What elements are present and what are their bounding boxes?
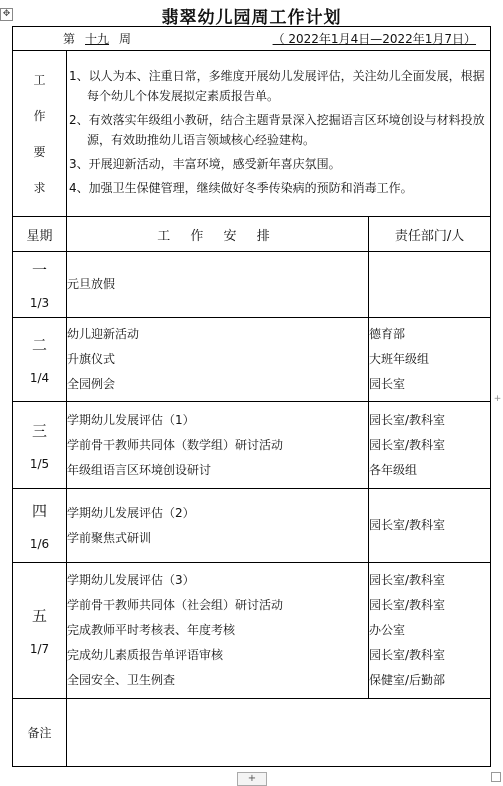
work-item: 学期幼儿发展评估（2） <box>67 505 195 520</box>
header-day: 星期 <box>13 217 67 252</box>
owner-item: 保健室/后勤部 <box>369 673 446 687</box>
table-resize-handle[interactable] <box>491 772 501 782</box>
day-name: 五 <box>31 607 47 625</box>
goals-heading-char: 求 <box>33 180 46 195</box>
day-date: 1/7 <box>29 642 50 656</box>
add-column-plus-icon[interactable]: + <box>237 772 267 786</box>
work-item: 全园安全、卫生例查 <box>67 673 176 687</box>
date-range: （ 2022年1月4日—2022年1月7日） <box>272 32 477 46</box>
page-title: 翡翠幼儿园周工作计划 <box>161 8 342 28</box>
work-item: 学前骨干教师共同体（社会组）研讨活动 <box>67 598 284 612</box>
goal-item: 1、以人为本、注重日常，多维度开展幼儿发展评估，关注幼儿全面发展，根据每个幼儿个体发展拟定素质报告单。 <box>69 68 485 103</box>
day-row-thursday <box>13 489 491 563</box>
work-item: 元旦放假 <box>67 277 116 291</box>
day-name: 一 <box>31 261 47 279</box>
day-cell <box>13 318 67 402</box>
table-move-handle-icon[interactable]: ✥ <box>0 8 13 21</box>
period-row <box>13 27 491 51</box>
day-name: 四 <box>31 502 47 520</box>
day-name: 二 <box>31 336 47 354</box>
work-item: 年级组语言区环境创设研讨 <box>67 462 212 477</box>
owner-item: 园长室/教科室 <box>369 518 446 532</box>
remark-row <box>13 699 491 767</box>
day-row-tuesday <box>13 318 491 402</box>
week-suffix: 周 <box>119 32 132 46</box>
remark-value[interactable] <box>67 699 491 767</box>
day-date: 1/3 <box>29 296 50 310</box>
day-date: 1/6 <box>29 537 50 551</box>
goals-heading-char: 工 <box>33 72 46 87</box>
work-item: 学期幼儿发展评估（1） <box>67 412 195 427</box>
work-item: 学前骨干教师共同体（数学组）研讨活动 <box>67 437 284 452</box>
work-items <box>67 318 369 402</box>
owner-item: 园长室/教科室 <box>369 648 446 662</box>
goal-item: 2、有效落实年级组小教研，结合主题背景深入挖掘语言区环境创设与材料投放源，有效助推幼儿语言领域核心经验建构。 <box>69 112 485 147</box>
work-items <box>67 252 369 318</box>
owner-list <box>369 563 491 699</box>
work-item: 学期幼儿发展评估（3） <box>67 573 195 587</box>
work-item: 幼儿迎新活动 <box>67 327 140 341</box>
day-row-monday <box>13 252 491 318</box>
week-prefix: 第 <box>63 32 76 46</box>
day-name: 三 <box>31 421 47 440</box>
work-item: 升旗仪式 <box>67 352 116 366</box>
day-cell <box>13 489 67 563</box>
goals-row <box>13 51 491 217</box>
goals-heading-char: 作 <box>33 108 46 123</box>
work-item: 完成教师平时考核表、年度考核 <box>67 623 236 637</box>
work-item: 学前聚焦式研训 <box>67 530 152 545</box>
goal-item: 3、开展迎新活动，丰富环境，感受新年喜庆氛围。 <box>69 156 341 171</box>
work-items <box>67 563 369 699</box>
day-row-wednesday <box>13 402 491 489</box>
goal-item: 4、加强卫生保健管理，继续做好冬季传染病的预防和消毒工作。 <box>69 180 413 195</box>
owner-list <box>369 318 491 402</box>
week-label <box>63 30 131 47</box>
owner-item: 办公室 <box>369 623 406 637</box>
day-date: 1/4 <box>29 371 50 385</box>
remark-label: 备注 <box>13 699 67 767</box>
week-number: 十九 <box>85 32 110 46</box>
owner-item: 园长室/教科室 <box>369 573 446 587</box>
day-cell <box>13 252 67 318</box>
owner-item: 德育部 <box>369 327 406 341</box>
header-owner: 责任部门/人 <box>369 217 491 252</box>
owner-list <box>369 252 491 318</box>
owner-item: 园长室 <box>369 377 406 391</box>
day-date: 1/5 <box>29 456 50 471</box>
owner-list <box>369 489 491 563</box>
owner-item: 大班年级组 <box>369 352 430 366</box>
owner-item: 园长室/教科室 <box>369 437 446 452</box>
goals-list <box>67 51 491 217</box>
work-item: 全园例会 <box>67 377 116 391</box>
owner-item: 各年级组 <box>369 462 418 477</box>
day-cell <box>13 402 67 489</box>
work-items <box>67 489 369 563</box>
owner-list <box>369 402 491 489</box>
day-cell <box>13 563 67 699</box>
owner-item: 园长室/教科室 <box>369 598 446 612</box>
owner-item: 园长室/教科室 <box>369 412 446 427</box>
header-work: 工 作 安 排 <box>67 217 369 252</box>
work-item: 完成幼儿素质报告单评语审核 <box>67 648 224 662</box>
weekly-plan-table <box>12 26 491 767</box>
day-row-friday <box>13 563 491 699</box>
goals-heading <box>13 51 67 217</box>
schedule-header-row <box>13 217 491 252</box>
add-row-plus-icon[interactable]: + <box>493 394 502 404</box>
goals-heading-char: 要 <box>33 144 46 159</box>
work-items <box>67 402 369 489</box>
